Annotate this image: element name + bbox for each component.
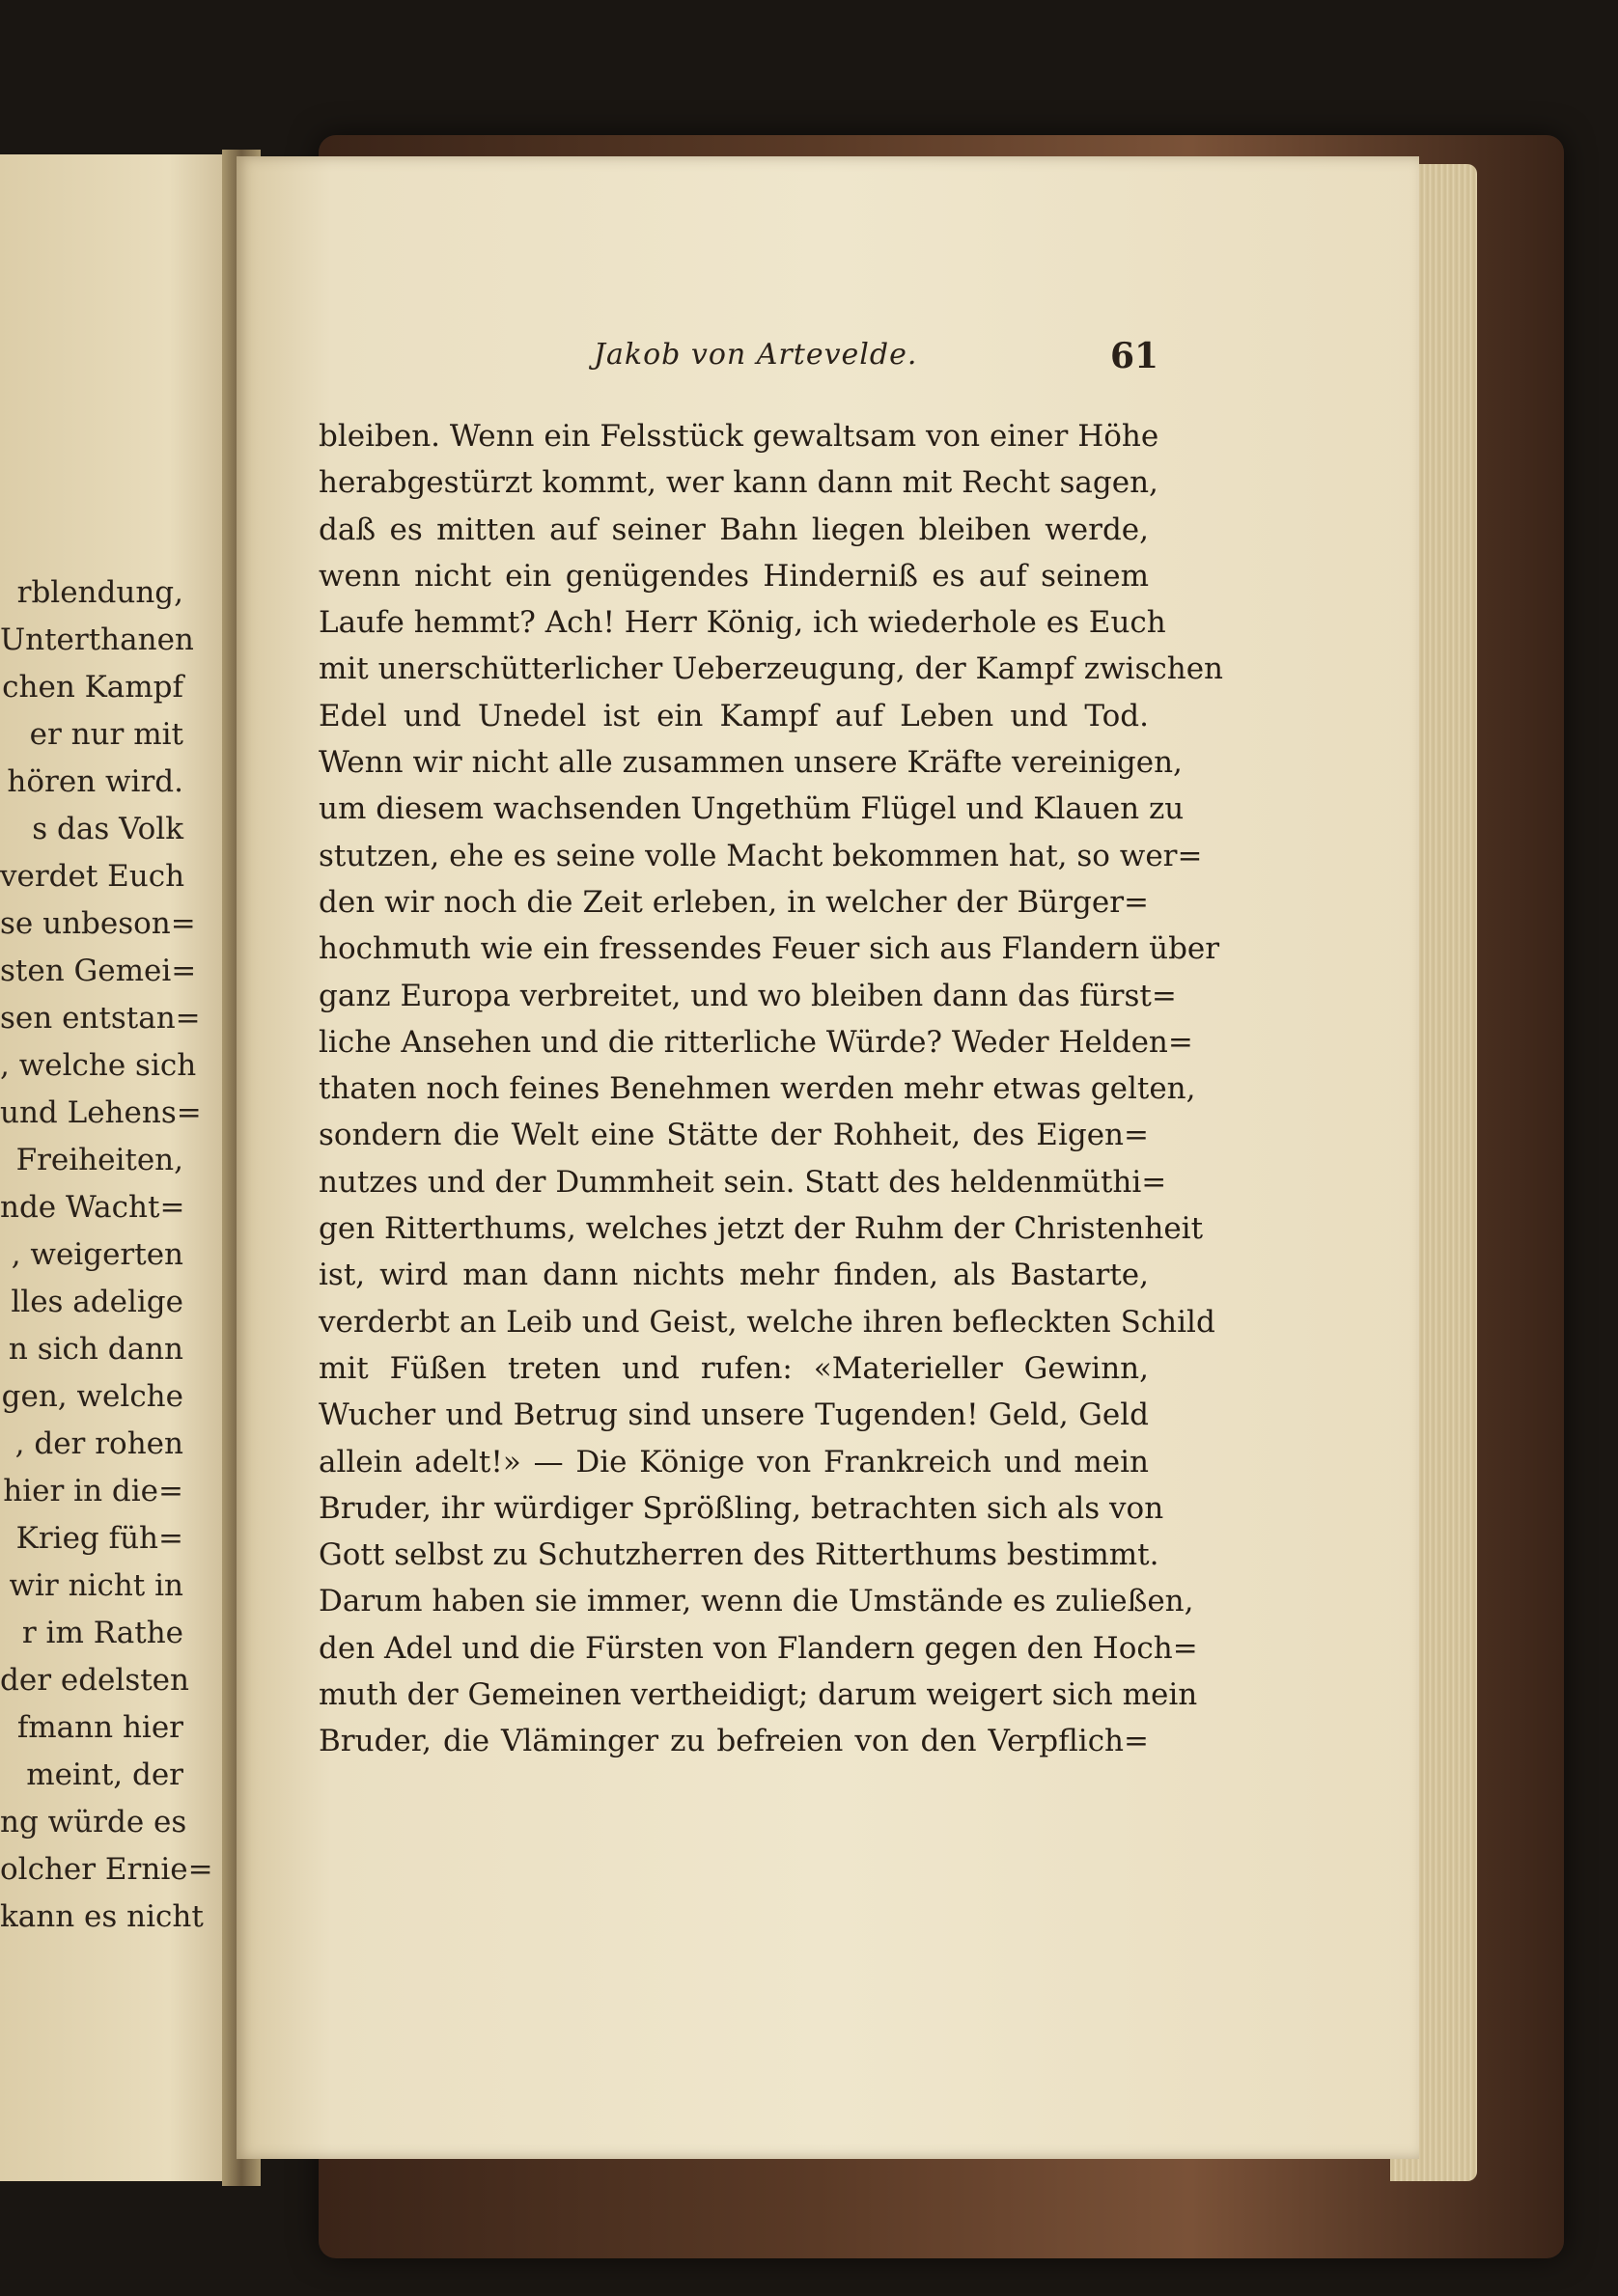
text-line: den wir noch die Zeit erleben, in welcher der Bürger=	[319, 884, 1149, 920]
left-page-line: n sich dann	[8, 1332, 183, 1367]
text-line: daß es mitten auf seiner Bahn liegen bleiben werde,	[319, 512, 1149, 547]
text-line: Darum haben sie immer, wenn die Umstände es zuließen,	[319, 1584, 1194, 1619]
text-line: Gott selbst zu Schutzherren des Ritterthums bestimmt.	[319, 1537, 1159, 1573]
left-page-line: ng würde es	[0, 1805, 187, 1840]
left-page-line: Freiheiten,	[15, 1143, 183, 1177]
text-line: Bruder, die Vläminger zu befreien von den Verpflich=	[319, 1724, 1149, 1759]
left-page-line: , welche sich	[0, 1048, 197, 1083]
left-page-line: fmann hier	[16, 1710, 183, 1745]
left-page-line: se unbeson=	[0, 906, 196, 941]
text-line: Bruder, ihr würdiger Sprößling, betrachten sich als von	[319, 1490, 1164, 1526]
text-line: mit unerschütterlicher Ueberzeugung, der Kampf zwischen	[319, 651, 1224, 687]
left-page-line: hören wird.	[7, 764, 183, 799]
page-body-text	[319, 413, 1224, 1765]
text-line: bleiben. Wenn ein Felsstück gewaltsam von einer Höhe	[319, 419, 1159, 454]
left-page-line: verdet Euch	[0, 859, 185, 894]
text-line: hochmuth wie ein fressendes Feuer sich aus Flandern über	[319, 931, 1220, 967]
left-page	[0, 154, 241, 2181]
left-page-line: er nur mit	[29, 717, 183, 752]
left-page-line: Unterthanen	[0, 622, 194, 657]
left-page-line: r im Rathe	[21, 1616, 183, 1650]
left-page-line: hier in die=	[3, 1474, 183, 1508]
text-line: verderbt an Leib und Geist, welche ihren befleckten Schild	[319, 1304, 1215, 1340]
left-page-line: der edelsten	[0, 1663, 189, 1698]
left-page-line: kann es nicht	[0, 1899, 204, 1934]
page-number: 61	[1110, 336, 1159, 376]
text-line: thaten noch feines Benehmen werden mehr etwas gelten,	[319, 1071, 1196, 1107]
left-page-line: chen Kampf	[2, 670, 183, 705]
text-line: ganz Europa verbreitet, und wo bleiben dann das fürst=	[319, 978, 1177, 1013]
text-line: den Adel und die Fürsten von Flandern gegen den Hoch=	[319, 1630, 1198, 1666]
text-line: sondern die Welt eine Stätte der Rohheit, des Eigen=	[319, 1118, 1149, 1153]
text-line: Wucher und Betrug sind unsere Tugenden! Geld, Geld	[319, 1397, 1149, 1433]
left-page-line: gen, welche	[1, 1379, 183, 1414]
text-line: stutzen, ehe es seine volle Macht bekommen hat, so wer=	[319, 838, 1203, 873]
text-line: nutzes und der Dummheit sein. Statt des heldenmüthi=	[319, 1164, 1167, 1200]
left-page-line: lles adelige	[11, 1285, 183, 1319]
left-page-line: , der rohen	[14, 1426, 183, 1461]
running-head: Jakob von Artevelde.	[594, 338, 918, 372]
left-page-line: nde Wacht=	[0, 1190, 185, 1225]
left-page-line: sten Gemei=	[0, 954, 197, 988]
text-line: mit Füßen treten und rufen: «Materieller Gewinn,	[319, 1350, 1149, 1386]
left-page-line: wir nicht in	[9, 1568, 183, 1603]
text-line: ist, wird man dann nichts mehr finden, als Bastarte,	[319, 1258, 1149, 1293]
left-page-text	[0, 569, 213, 1941]
text-line: liche Ansehen und die ritterliche Würde? Weder Helden=	[319, 1024, 1193, 1060]
left-page-line: olcher Ernie=	[0, 1852, 213, 1887]
text-line: allein adelt!» — Die Könige von Frankreich und mein	[319, 1444, 1149, 1480]
left-page-line: und Lehens=	[0, 1095, 202, 1130]
text-line: wenn nicht ein genügendes Hinderniß es auf seinem	[319, 558, 1149, 594]
text-line: Laufe hemmt? Ach! Herr König, ich wiederhole es Euch	[319, 605, 1166, 641]
left-page-line: , weigerten	[11, 1237, 183, 1272]
text-line: gen Ritterthums, welches jetzt der Ruhm der Christenheit	[319, 1211, 1204, 1247]
left-page-line: rblendung,	[16, 575, 183, 610]
left-page-line: meint, der	[26, 1757, 183, 1792]
left-page-line: Krieg füh=	[15, 1521, 183, 1556]
text-line: Wenn wir nicht alle zusammen unsere Kräfte vereinigen,	[319, 745, 1183, 781]
left-page-line: sen entstan=	[0, 1001, 201, 1036]
text-line: Edel und Unedel ist ein Kampf auf Leben und Tod.	[319, 698, 1149, 733]
left-page-line: s das Volk	[32, 812, 183, 846]
text-line: um diesem wachsenden Ungethüm Flügel und Klauen zu	[319, 791, 1185, 827]
text-line: muth der Gemeinen vertheidigt; darum weigert sich mein	[319, 1677, 1198, 1713]
text-line: herabgestürzt kommt, wer kann dann mit Recht sagen,	[319, 465, 1158, 501]
